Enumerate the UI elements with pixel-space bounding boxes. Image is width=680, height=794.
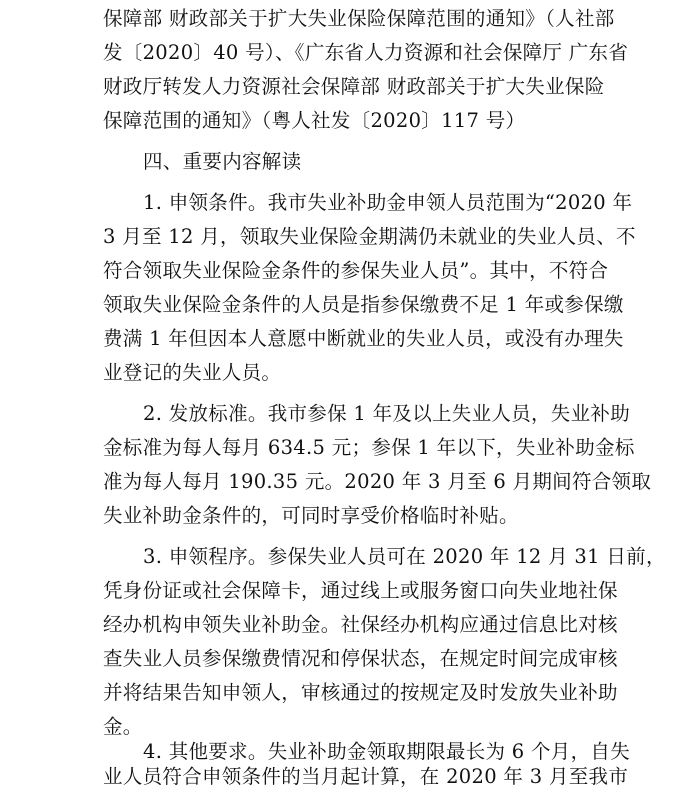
text-line: 业登记的失业人员。 bbox=[103, 361, 282, 384]
text-line: 保障部 财政部关于扩大失业保险保障范围的通知》（人社部 bbox=[103, 7, 615, 30]
text-line: 费满 1 年但因本人意愿中断就业的失业人员，或没有办理失 bbox=[103, 327, 624, 350]
text-line: 经办机构申领失业补助金。社保经办机构应通过信息比对核 bbox=[103, 613, 618, 636]
text-line: 4. 其他要求。失业补助金领取期限最长为 6 个月，自失 bbox=[143, 740, 631, 763]
text-line: 财政厅转发人力资源社会保障部 财政部关于扩大失业保险 bbox=[103, 75, 605, 98]
text-line: 2. 发放标准。我市参保 1 年及以上失业人员，失业补助 bbox=[143, 402, 631, 425]
text-line: 凭身份证或社会保障卡，通过线上或服务窗口向失业地社保 bbox=[103, 579, 618, 602]
text-line: 金。 bbox=[103, 715, 143, 738]
text-line: 1. 申领条件。我市失业补助金申领人员范围为“2020 年 bbox=[143, 191, 633, 214]
text-line: 业人员符合申领条件的当月起计算，在 2020 年 3 月至我市 bbox=[103, 765, 629, 788]
text-line: 金标准为每人每月 634.5 元；参保 1 年以下，失业补助金标 bbox=[103, 436, 635, 459]
text-line: 3. 申领程序。参保失业人员可在 2020 年 12 月 31 日前， bbox=[143, 545, 666, 568]
text-line: 准为每人每月 190.35 元。2020 年 3 月至 6 月期间符合领取 bbox=[103, 470, 652, 493]
text-line: 并将结果告知申领人，审核通过的按规定及时发放失业补助 bbox=[103, 681, 618, 704]
text-line: 发〔2020〕40 号）、《广东省人力资源和社会保障厅 广东省 bbox=[103, 41, 629, 64]
text-line: 保障范围的通知》（粤人社发〔2020〕117 号） bbox=[103, 109, 526, 132]
section-heading: 四、重要内容解读 bbox=[143, 150, 302, 173]
text-line: 失业补助金条件的，可同时享受价格临时补贴。 bbox=[103, 504, 519, 527]
text-line: 查失业人员参保缴费情况和停保状态，在规定时间完成审核 bbox=[103, 647, 618, 670]
text-line: 符合领取失业保险金条件的参保失业人员”。其中，不符合 bbox=[103, 259, 609, 282]
text-line: 领取失业保险金条件的人员是指参保缴费不足 1 年或参保缴 bbox=[103, 293, 624, 316]
text-line: 3 月至 12 月，领取失业保险金期满仍未就业的失业人员、不 bbox=[103, 225, 636, 248]
